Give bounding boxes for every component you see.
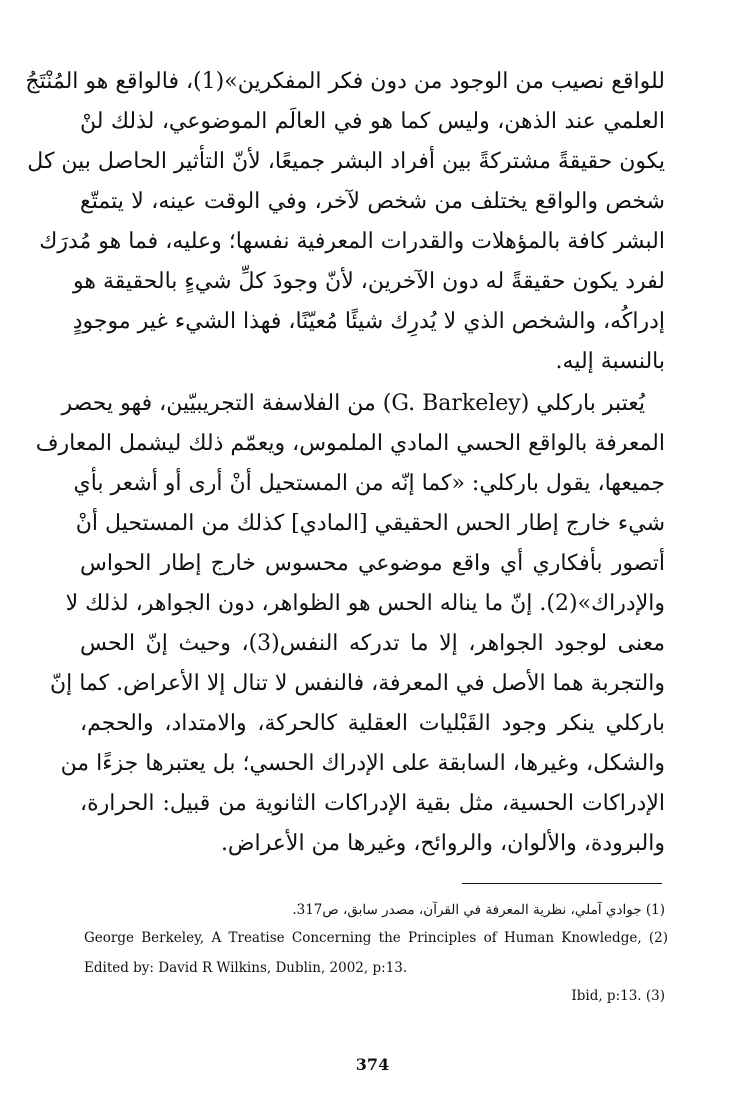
paragraph1-line-7: إدراكُه، والشخص الذي لا يُدرِك شيئًا مُعيّنًا، فهذا الشيء غير موجودٍ <box>72 309 665 334</box>
footnote-2-line-2: Edited by: David R Wilkins, Dublin, 2002, p:13. <box>84 960 408 976</box>
footnote-divider <box>462 883 662 884</box>
paragraph2-line-8: والتجربة هما الأصل في المعرفة، فالنفس لا تنال إلا الأعراض. كما إنّ <box>49 671 665 696</box>
paragraph2-line-9: باركلي ينكر وجود القَبْليات العقلية كالحركة، والامتداد، والحجم، <box>80 711 665 736</box>
paragraph2-line-3: جميعها، يقول باركلي: «كما إنّه من المستحيل أنْ أرى أو أشعر بأي <box>73 471 665 496</box>
page-number: 374 <box>355 1055 390 1074</box>
paragraph2-line-2: المعرفة بالواقع الحسي المادي الملموس، ويعمّم ذلك ليشمل المعارف <box>35 431 665 456</box>
paragraph2-line-11: الإدراكات الحسية، مثل بقية الإدراكات الثانوية من قبيل: الحرارة، <box>80 791 665 816</box>
paragraph2-line-4: شيء خارج إطار الحس الحقيقي [المادي] كذلك من المستحيل أنْ <box>75 511 665 536</box>
paragraph2-line-5: أتصور بأفكاري أي واقع موضوعي محسوس خارج إطار الحواس <box>80 551 665 576</box>
footnote-1: (1) جوادي آملي، نظرية المعرفة في القرآن، مصدر سابق، ص317. <box>292 902 665 918</box>
footnote-3: Ibid, p:13. (3) <box>571 988 665 1004</box>
paragraph1-line-8: بالنسبة إليه. <box>555 349 665 374</box>
paragraph1-line-1: للواقع نصيب من الوجود من دون فكر المفكرين»(1)، فالواقع هو المُنْتَجُ <box>25 69 665 94</box>
paragraph2-line-12: والبرودة، والألوان، والروائح، وغيرها من الأعراض. <box>220 831 665 856</box>
paragraph2-line-10: والشكل، وغيرها، السابقة على الإدراك الحسي؛ بل يعتبرها جزءًا من <box>60 751 665 776</box>
paragraph2-line-7: معنى لوجود الجواهر، إلا ما تدركه النفس(3)، وحيث إنّ الحس <box>80 631 665 656</box>
paragraph2-line-6: والإدراك»(2). إنّ ما يناله الحس هو الظواهر، دون الجواهر، لذلك لا <box>65 591 665 616</box>
paragraph1-line-2: العلمي عند الذهن، وليس كما هو في العالَم الموضوعي، لذلك لنْ <box>80 109 665 134</box>
paragraph1-line-3: يكون حقيقةً مشتركةً بين أفراد البشر جميعًا، لأنّ التأثير الحاصل بين كل <box>27 149 665 174</box>
paragraph1-line-6: لفرد يكون حقيقةً له دون الآخرين، لأنّ وجودَ كلِّ شيءٍ بالحقيقة هو <box>73 269 665 294</box>
footnote-2-line-1: George Berkeley, A Treatise Concerning the Principles of Human Knowledge, (2) <box>84 930 668 946</box>
paragraph1-line-5: البشر كافة بالمؤهلات والقدرات المعرفية نفسها؛ وعليه، فما هو مُدرَك <box>39 229 665 254</box>
paragraph1-line-4: شخص والواقع يختلف من شخص لآخر، وفي الوقت عينه، لا يتمتّع <box>80 189 665 214</box>
paragraph2-line-1: يُعتبر باركلي (G. Barkeley) من الفلاسفة التجريبيّين، فهو يحصر <box>61 391 645 416</box>
